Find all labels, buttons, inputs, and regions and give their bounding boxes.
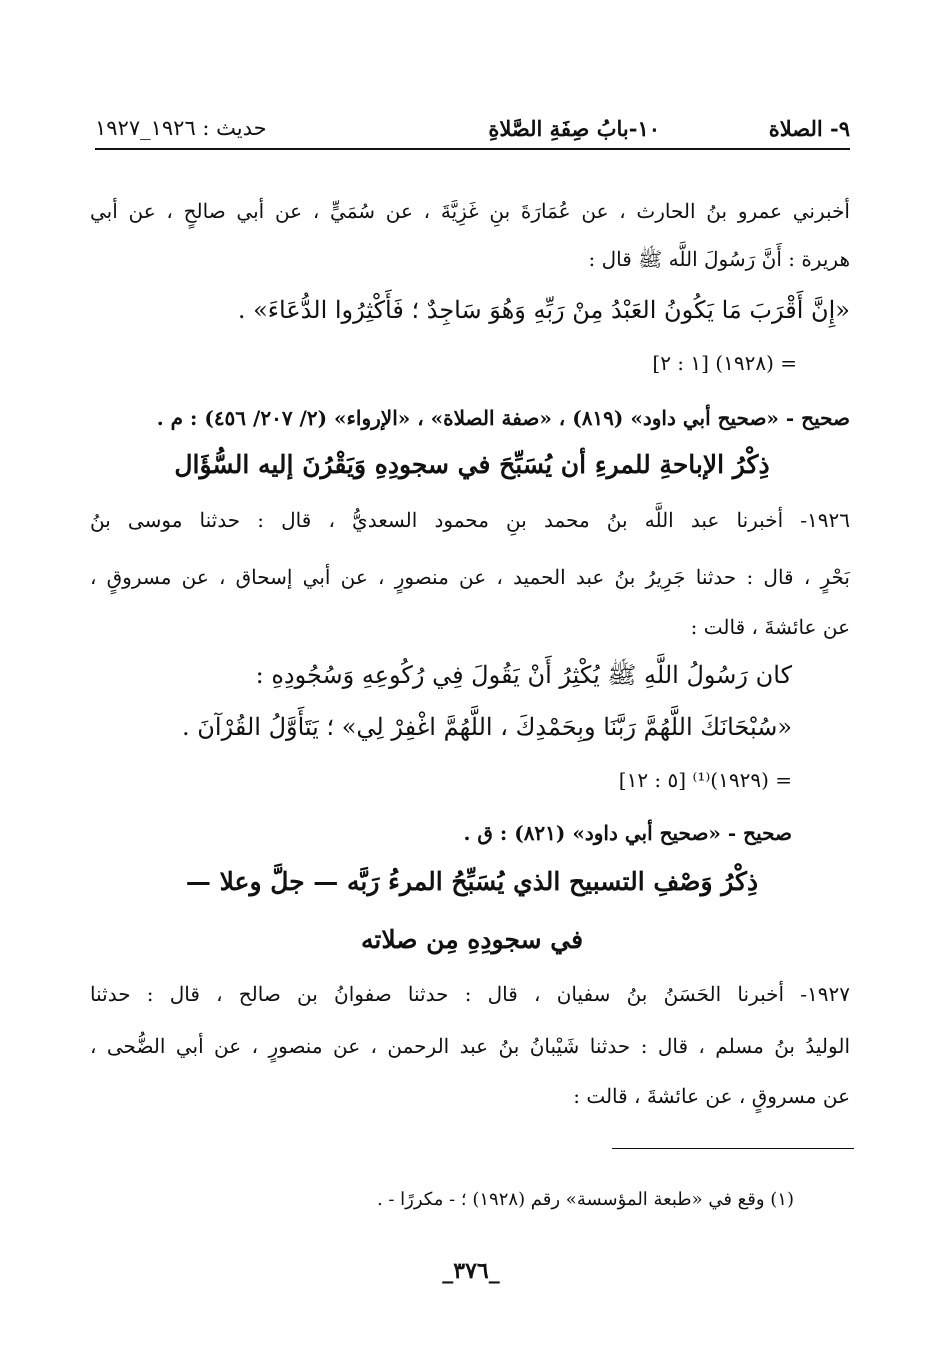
footnote: (١) وقع في «طبعة المؤسسة» رقم (١٩٢٨) ؛ - مكررًا - . — [376, 1189, 794, 1210]
prophetic-saying: كان رَسُولُ اللَّهِ ﷺ يُكْثِرُ أَنْ يَقُولَ فِي رُكُوعِهِ وَسُجُودِهِ : — [255, 661, 792, 689]
text-line: عن عائشةَ ، قالت : — [690, 615, 850, 639]
header-hadith-range: حديث : ١٩٢٦_١٩٢٧ — [95, 116, 267, 140]
footnote-divider — [612, 1148, 854, 1149]
section-heading: ذِكْرُ الإباحةِ للمرءِ أن يُسَبِّحَ في سجودِهِ وَيَقْرُنَ إليه السُّؤَال — [174, 450, 770, 479]
grading-line: صحيح - «صحيح أبي داود» (٨١٩) ، «صفة الصلاة» ، «الإرواء» (٢/ ٢٠٧/ ٤٥٦) : م . — [156, 406, 850, 430]
text-line: عن مسروقٍ ، عن عائشةَ ، قالت : — [573, 1084, 850, 1108]
cross-reference: = (١٩٢٩)⁽¹⁾ [٥ : ١٢] — [618, 768, 792, 792]
text-line: ١٩٢٦- أخبرنا عبد اللَّه بنُ محمد بنِ محمود السعديُّ ، قال : حدثنا موسى بنُ — [90, 508, 850, 532]
section-heading: في سجودِهِ مِن صلاته — [360, 925, 584, 954]
text-line: ١٩٢٧- أخبرنا الحَسَنُ بنُ سفيان ، قال : حدثنا صفوانُ بن صالح ، قال : حدثنا — [90, 982, 850, 1006]
header-chapter: ٩- الصلاة — [768, 116, 850, 141]
text-line: بَحْرٍ ، قال : حدثنا جَرِيرُ بنُ عبد الحميد ، عن منصورٍ ، عن أبي إسحاق ، عن مسروقٍ ، — [90, 565, 850, 589]
cross-reference: = (١٩٢٨) [١ : ٢] — [652, 351, 797, 375]
header-divider — [95, 148, 850, 150]
section-heading: ذِكْرُ وَصْفِ التسبيح الذي يُسَبِّحُ المرءُ رَبَّه — جلَّ وعلا — — [185, 867, 759, 896]
text-line: هريرة : أَنَّ رَسُولَ اللَّه ﷺ قال : — [588, 247, 850, 271]
running-header — [95, 112, 850, 146]
grading-line: صحيح - «صحيح أبي داود» (٨٢١) : ق . — [463, 821, 792, 845]
page-number: _٣٧٦_ — [442, 1258, 500, 1284]
prophetic-saying: «إِنَّ أَقْرَبَ مَا يَكُونُ العَبْدُ مِنْ رَبِّهِ وَهُوَ سَاجِدٌ ؛ فَأَكْثِرُوا الدُّعَاءَ» . — [237, 296, 850, 324]
text-line: أخبرني عمرو بنُ الحارث ، عن عُمَارَةَ بنِ غَزِيَّةَ ، عن سُمَيٍّ ، عن أبي صالحٍ ، عن أبي — [90, 199, 850, 223]
prophetic-saying: «سُبْحَانَكَ اللَّهُمَّ رَبَّنَا وبِحَمْدِكَ ، اللَّهُمَّ اغْفِرْ لِي» ؛ يَتَأَوَّلُ القُرْآنَ . — [182, 713, 792, 741]
header-bab-title: ١٠-بابُ صِفَةِ الصَّلاةِ — [488, 116, 660, 141]
text-line: الوليدُ بنُ مسلم ، قال : حدثنا شَيْبانُ بنُ عبد الرحمن ، عن منصورٍ ، عن أبي الضُّحى ، — [90, 1034, 850, 1058]
